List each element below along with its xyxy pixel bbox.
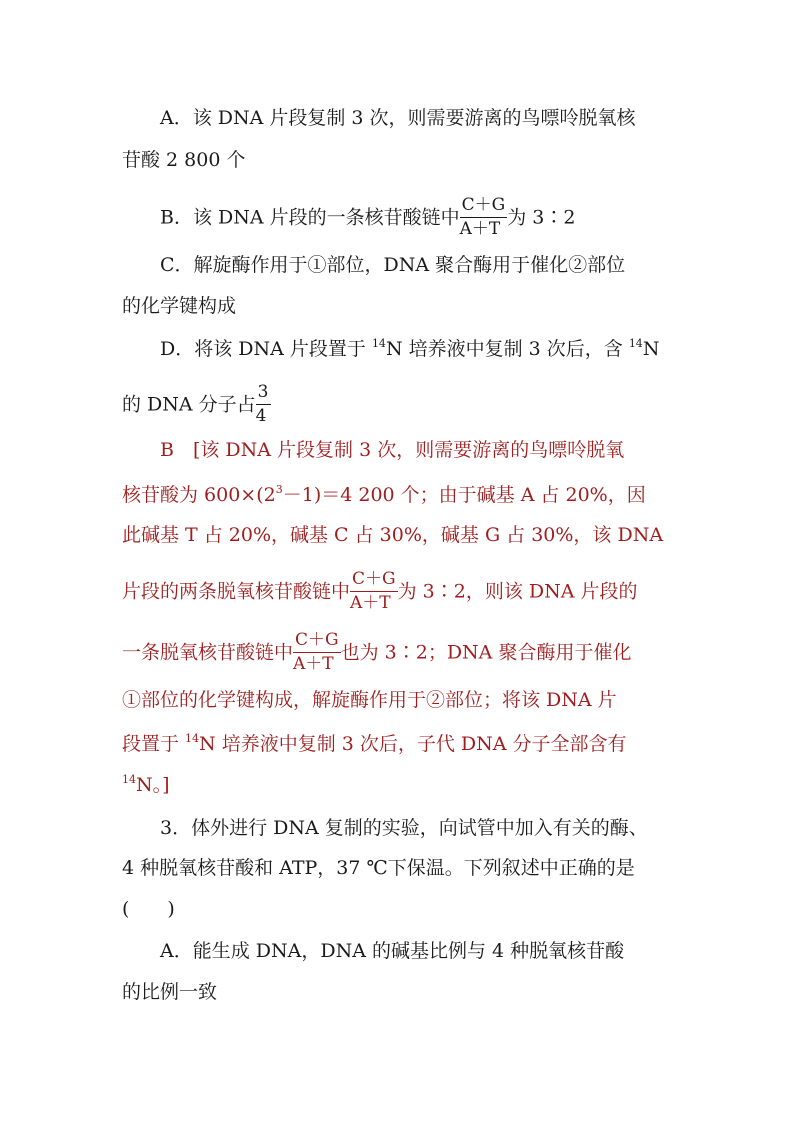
option-c-line2: 的化学键构成 (122, 295, 237, 317)
answer-text: 段置于 (122, 733, 186, 755)
isotope-superscript: 14 (371, 337, 386, 350)
fraction-numerator: 3 (256, 384, 271, 405)
answer-line8 (122, 772, 674, 798)
fraction-denominator: 4 (255, 406, 267, 426)
question-3-option-a-line2: 的比例一致 (122, 981, 218, 1003)
fraction-three-quarters (256, 384, 271, 425)
option-b-ratio: 为 3∶2 (507, 206, 576, 229)
fraction-denominator: A＋T (293, 654, 334, 674)
option-a-line2: 苷酸 2 800 个 (122, 149, 246, 171)
option-d-line2 (122, 382, 674, 426)
option-b-text: B．该 DNA 片段的一条核苷酸链中 (160, 206, 460, 229)
answer-text: 片段的两条脱氧核苷酸链中 (122, 580, 351, 603)
isotope-superscript: 14 (122, 773, 136, 786)
fraction-numerator: C＋G (460, 197, 508, 218)
fraction-cg-at (293, 632, 341, 673)
answer-line1: B [该 DNA 片段复制 3 次，则需要游离的鸟嘌呤脱氧 (160, 439, 625, 461)
option-c-line1: C．解旋酶作用于①部位，DNA 聚合酶用于催化②部位 (160, 254, 626, 276)
option-d-text: 的 DNA 分子占 (122, 393, 256, 416)
fraction-cg-at (350, 571, 398, 612)
fraction-denominator: A＋T (350, 593, 391, 613)
answer-line7 (122, 731, 674, 757)
exponent-superscript: 3 (275, 483, 283, 496)
question-3-answer-blank: ( ) (122, 898, 175, 920)
option-d-text: N (642, 338, 660, 360)
answer-line2 (122, 482, 674, 508)
question-3-line2: 4 种脱氧核苷酸和 ATP，37 ℃下保温。下列叙述中正确的是 (122, 857, 635, 879)
fraction-denominator: A＋T (459, 219, 501, 239)
answer-line6: ①部位的化学键构成，解旋酶作用于②部位；将该 DNA 片 (122, 689, 617, 711)
answer-text: 一条脱氧核苷酸链中 (122, 641, 294, 664)
answer-line5 (122, 630, 674, 674)
answer-text: N。] (136, 774, 170, 796)
answer-text: －1)＝4 200 个；由于碱基 A 占 20%，因 (282, 484, 646, 506)
answer-text: N 培养液中复制 3 次后，子代 DNA 分子全部含有 (199, 733, 627, 755)
question-3-option-a-line1: A．能生成 DNA，DNA 的碱基比例与 4 种脱氧核苷酸 (160, 940, 625, 962)
answer-line3: 此碱基 T 占 20%，碱基 C 占 30%，碱基 G 占 30%，该 DNA (122, 524, 664, 546)
fraction-cg-at (460, 197, 508, 238)
answer-line4 (122, 569, 674, 613)
answer-text: 也为 3∶2；DNA 聚合酶用于催化 (340, 641, 632, 664)
option-d-text: N 培养液中复制 3 次后，含 (385, 338, 629, 360)
option-d-line1 (160, 336, 674, 362)
option-b (160, 195, 674, 239)
option-d-text: D．将该 DNA 片段置于 (160, 338, 372, 360)
fraction-numerator: C＋G (350, 571, 398, 592)
option-a-line1: A．该 DNA 片段复制 3 次，则需要游离的鸟嘌呤脱氧核 (160, 107, 636, 129)
isotope-superscript: 14 (628, 337, 643, 350)
question-3-line1: 3．体外进行 DNA 复制的实验，向试管中加入有关的酶、 (160, 817, 648, 839)
answer-text: 核苷酸为 600×(2 (122, 484, 276, 506)
isotope-superscript: 14 (185, 732, 200, 745)
fraction-numerator: C＋G (293, 632, 341, 653)
answer-text: 为 3∶2，则该 DNA 片段的 (397, 580, 638, 603)
